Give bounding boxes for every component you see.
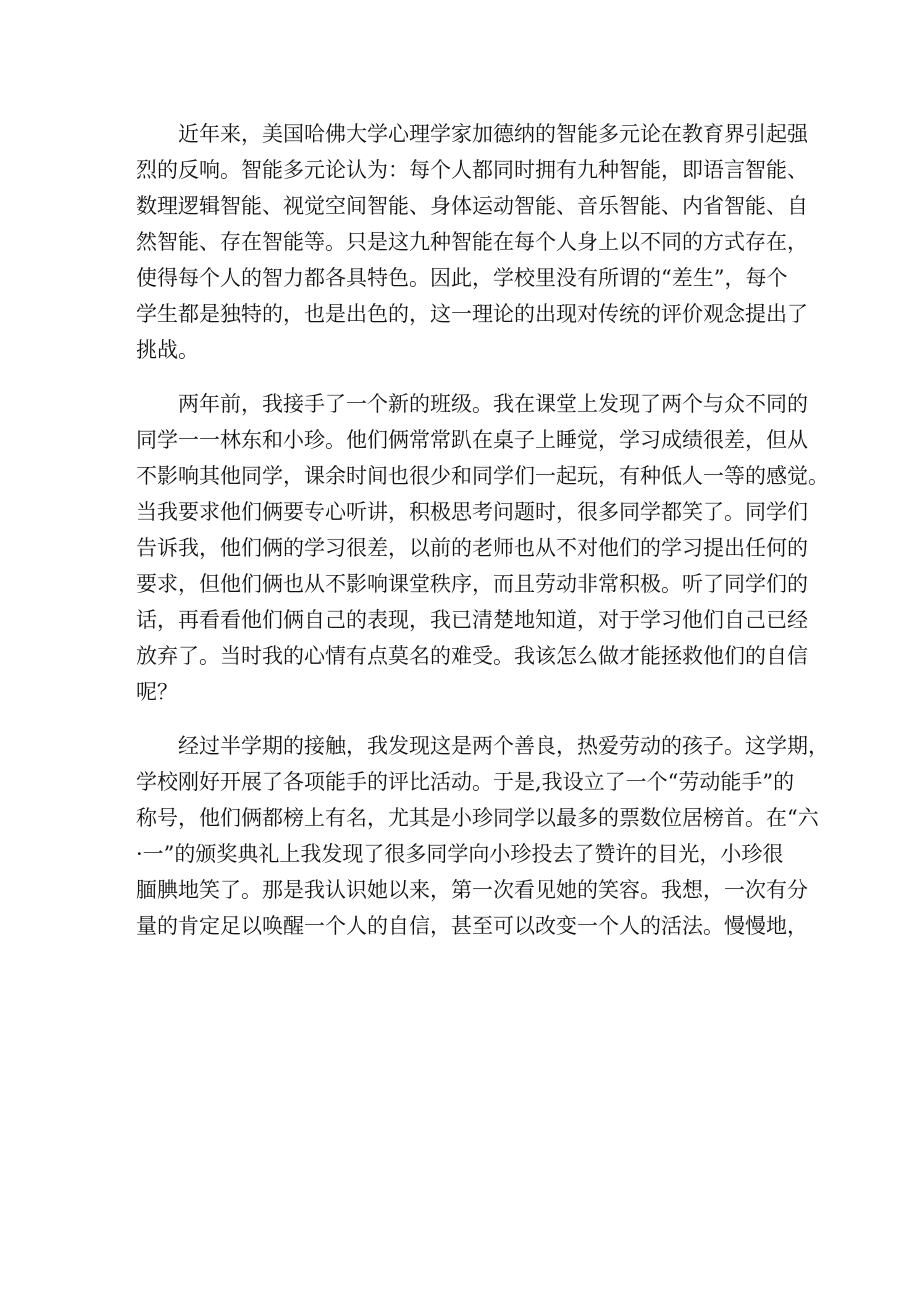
text-line: 使得每个人的智力都各具特色。因此，学校里没有所谓的“差生”，每个	[136, 266, 788, 290]
text-line: 经过半学期的接触，我发现这是两个善良，热爱劳动的孩子。这学期，	[136, 734, 829, 758]
text-line: 两年前，我接手了一个新的班级。我在课堂上发现了两个与众不同的	[136, 392, 808, 416]
text-line: 称号，他们俩都榜上有名，尤其是小珍同学以最多的票数位居榜首。在“六	[136, 806, 819, 830]
text-line: 要求，但他们俩也从不影响课堂秩序，而且劳动非常积极。听了同学们的	[136, 572, 808, 596]
text-line: 学校刚好开展了各项能手的评比活动。于是,我设立了一个“劳动能手”的	[136, 770, 795, 794]
paragraph-spacer	[136, 710, 786, 728]
text-line: 挑战。	[136, 338, 199, 362]
text-line: 腼腆地笑了。那是我认识她以来，第一次看见她的笑容。我想，一次有分	[136, 878, 808, 902]
text-line: 呢？	[136, 680, 178, 704]
text-line: 学生都是独特的，也是出色的，这一理论的出现对传统的评价观念提出了	[136, 302, 808, 326]
text-line: 告诉我，他们俩的学习很差，以前的老师也从不对他们的学习提出任何的	[136, 536, 808, 560]
document-body	[136, 116, 829, 944]
text-line: 话，再看看他们俩自己的表现，我已清楚地知道，对于学习他们自己已经	[136, 608, 808, 632]
text-line: 近年来，美国哈佛大学心理学家加德纳的智能多元论在教育界引起强	[136, 122, 808, 146]
paragraph-2	[136, 386, 829, 710]
text-line: 不影响其他同学，课余时间也很少和同学们一起玩，有种低人一等的感觉。	[136, 464, 829, 488]
paragraph-spacer	[136, 368, 786, 386]
text-line: 量的肯定足以唤醒一个人的自信，甚至可以改变一个人的活法。慢慢地，	[136, 914, 808, 938]
text-line: ·一”的颁奖典礼上我发现了很多同学向小珍投去了赞许的目光，小珍很	[136, 842, 784, 866]
text-line: 然智能、存在智能等。只是这九种智能在每个人身上以不同的方式存在，	[136, 230, 808, 254]
text-line: 放弃了。当时我的心情有点莫名的难受。我该怎么做才能拯救他们的自信	[136, 644, 808, 668]
text-line: 同学一一林东和小珍。他们俩常常趴在桌子上睡觉，学习成绩很差，但从	[136, 428, 808, 452]
paragraph-3	[136, 728, 829, 944]
text-line: 当我要求他们俩要专心听讲，积极思考问题时，很多同学都笑了。同学们	[136, 500, 808, 524]
text-line: 烈的反响。智能多元论认为：每个人都同时拥有九种智能，即语言智能、	[136, 158, 808, 182]
text-line: 数理逻辑智能、视觉空间智能、身体运动智能、音乐智能、内省智能、自	[136, 194, 808, 218]
paragraph-1	[136, 116, 808, 368]
